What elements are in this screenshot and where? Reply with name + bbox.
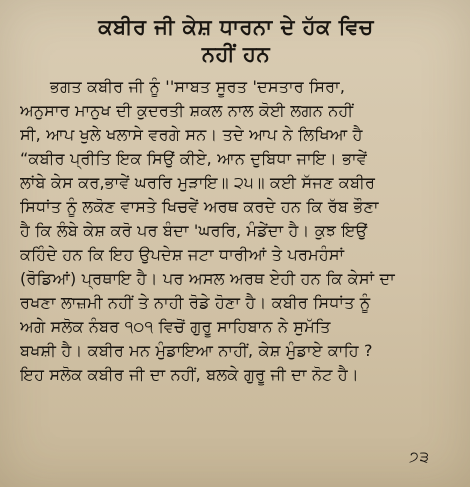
body-line: ਹੈ ਕਿ ਲੰਬੇ ਕੇਸ਼ ਕਰੋ ਪਰ ਬੰਦਾ 'ਘਰਰਿ, ਮੰਡੇਂਦਾ ਹੈ। ਕੁਝ ਇਉਂ <box>20 221 368 240</box>
title-line-2: ਨਹੀਂ ਹਨ <box>201 42 271 66</box>
body-line: ਲਾਂਬੇ ਕੇਸ ਕਰ,ਭਾਵੇਂ ਘਰਰਿ ਮੁੜਾਇ॥ ੨੫॥ ਕਈ ਸੱਜਣ ਕਬੀਰ <box>20 173 376 192</box>
body-line: ਕਹਿੰਦੇ ਹਨ ਕਿ ਇਹ ਉਪਦੇਸ਼ ਜਟਾ ਧਾਰੀਆਂ ਤੇ ਪਰਮਹੰਸਾਂ <box>20 245 345 264</box>
body-line: ਸਿਧਾਂਤ ਨੂੰ ਲਕੋਣ ਵਾਸਤੇ ਖਿਚਵੇਂ ਅਰਥ ਕਰਦੇ ਹਨ ਕਿ ਰੱਬ ਭੌਣਾ <box>20 197 379 216</box>
body-line: “ਕਬੀਰ ਪ੍ਰੀਤਿ ਇਕ ਸਿਉਂ ਕੀਏ, ਆਨ ਦੁਬਿਧਾ ਜਾਇ। ਭਾਵੇਂ <box>20 149 368 168</box>
body-line: ਅਨੁਸਾਰ ਮਾਨੁਖ ਦੀ ਕੁਦਰਤੀ ਸ਼ਕਲ ਨਾਲ ਕੋਈ ਲਗਨ ਨਹੀਂ <box>20 101 354 120</box>
page-title <box>20 14 452 68</box>
title-line-1: ਕਬੀਰ ਜੀ ਕੇਸ਼ ਧਾਰਨਾ ਦੇ ਹੱਕ ਵਿਚ <box>98 15 374 39</box>
body-paragraph <box>20 75 452 387</box>
body-line: ਬਖਸ਼ੀ ਹੈ। ਕਬੀਰ ਮਨ ਮੁੰਡਾਇਆ ਨਾਹੀਂ, ਕੇਸ਼ ਮੁੰਡਾਏ ਕਾਹਿ ? <box>20 341 373 360</box>
body-line: ਸੀ, ਆਪ ਖੁਲੇ ਖਲਾਸੇ ਵਰਗੇ ਸਨ। ਤਦੇ ਆਪ ਨੇ ਲਿਖਿਆ ਹੈ <box>20 125 363 144</box>
body-line: ਇਹ ਸਲੋਕ ਕਬੀਰ ਜੀ ਦਾ ਨਹੀਂ, ਬਲਕੇ ਗੁਰੂ ਜੀ ਦਾ ਨੋਟ ਹੈ। <box>20 365 359 384</box>
body-line: ਰਖਣਾ ਲਾਜ਼ਮੀ ਨਹੀਂ ਤੇ ਨਾਹੀ ਰੋਡੇ ਹੋਣਾ ਹੈ। ਕਬੀਰ ਸਿਧਾਂਤ ਨੂੰ <box>20 293 371 312</box>
page-number: ੭੩ <box>408 448 430 466</box>
body-line: (ਰੋਡਿਆਂ) ਪ੍ਰਥਾਇ ਹੈ। ਪਰ ਅਸਲ ਅਰਥ ਏਹੀ ਹਨ ਕਿ ਕੇਸਾਂ ਦਾ <box>20 269 395 288</box>
body-line: ਭਗਤ ਕਬੀਰ ਜੀ ਨੂੰ ''ਸਾਬਤ ਸੂਰਤ 'ਦਸਤਾਰ ਸਿਰਾ, <box>50 77 346 96</box>
body-line: ਅਗੇ ਸਲੋਕ ਨੰਬਰ ੧੦੧ ਵਿਚੋਂ ਗੁਰੂ ਸਾਹਿਬਾਨ ਨੇ ਸੁਮੱਤਿ <box>20 317 331 336</box>
